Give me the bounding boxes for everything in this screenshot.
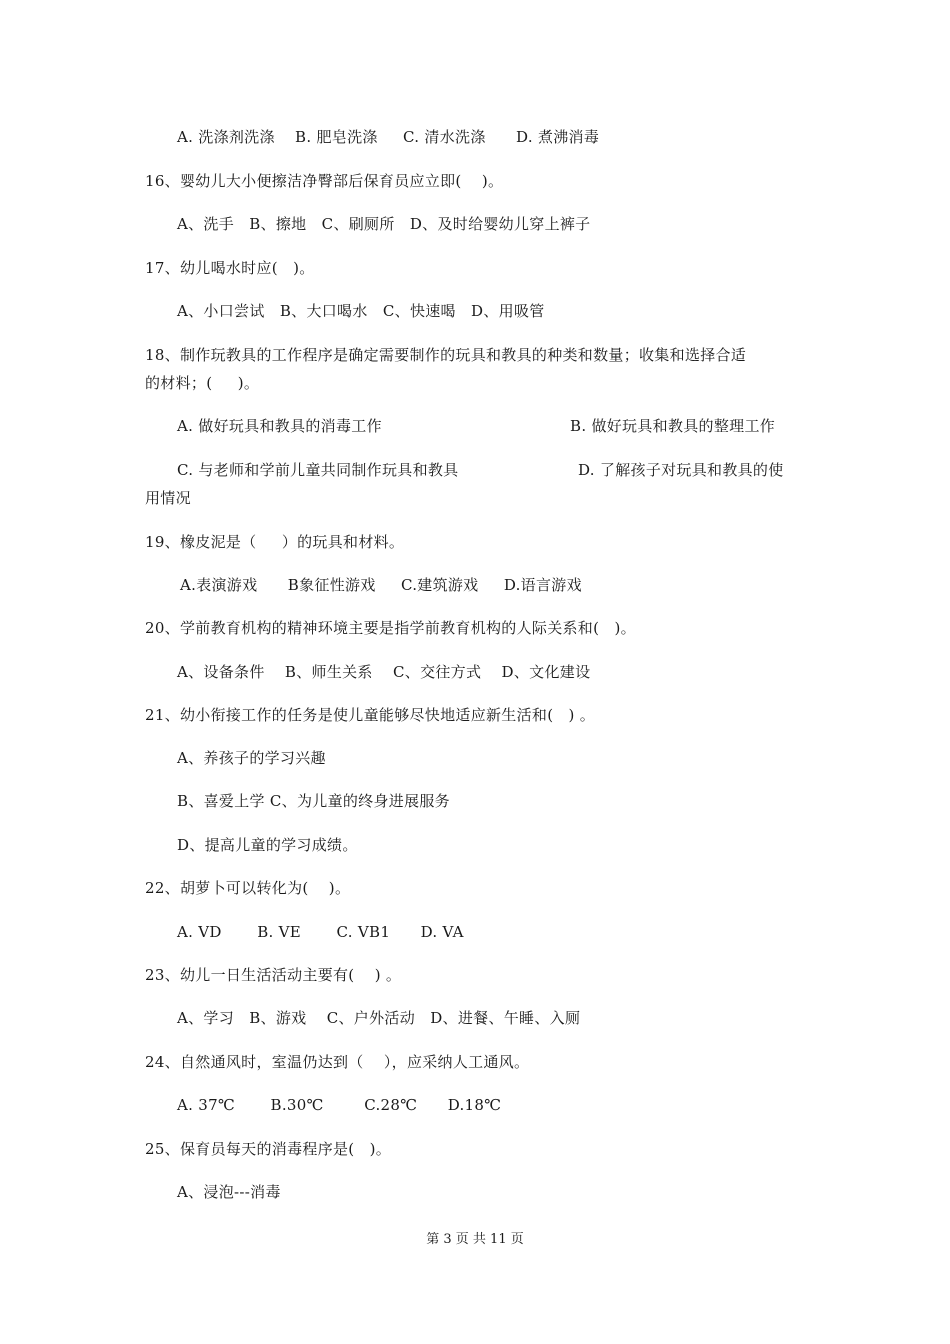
q16-options: A、洗手 B、擦地 C、刷厕所 D、及时给婴幼儿穿上裤子 xyxy=(177,215,591,233)
q18-option-b: B. 做好玩具和教具的整理工作 xyxy=(570,417,776,435)
q18-option-d: D. 了解孩子对玩具和教具的使 xyxy=(578,461,784,479)
q23-options: A、学习 B、游戏 C、户外活动 D、进餐、午睡、入厕 xyxy=(177,1009,581,1027)
q19-options: A.表演游戏 B象征性游戏 C.建筑游戏 D.语言游戏 xyxy=(180,576,582,594)
q15-options: A. 洗涤剂洗涤 B. 肥皂洗涤 C. 清水洗涤 D. 煮沸消毒 xyxy=(177,128,600,146)
q18-option-c: C. 与老师和学前儿童共同制作玩具和教具 xyxy=(177,461,459,479)
q25-option-a: A、浸泡---消毒 xyxy=(177,1183,281,1201)
q22-options: A. VD B. VE C. VB1 D. VA xyxy=(177,923,464,941)
question-21: 21、幼小衔接工作的任务是使儿童能够尽快地适应新生活和( ) 。 xyxy=(145,706,596,724)
question-22: 22、胡萝卜可以转化为( )。 xyxy=(145,879,351,897)
q20-options: A、设备条件 B、师生关系 C、交往方式 D、文化建设 xyxy=(177,663,591,681)
q18-option-d-continued: 用情况 xyxy=(145,489,191,507)
q21-option-b-c: B、喜爱上学 C、为儿童的终身进展服务 xyxy=(177,792,450,810)
page-footer: 第 3 页 共 11 页 xyxy=(426,1232,524,1247)
q24-options: A. 37℃ B.30℃ C.28℃ D.18℃ xyxy=(177,1096,502,1114)
question-23: 23、幼儿一日生活活动主要有( ) 。 xyxy=(145,966,402,984)
question-17: 17、幼儿喝水时应( )。 xyxy=(145,259,315,277)
question-25: 25、保育员每天的消毒程序是( )。 xyxy=(145,1140,392,1158)
q21-option-d: D、提高儿童的学习成绩。 xyxy=(177,836,358,854)
question-24: 24、自然通风时，室温仍达到（ ），应采纳人工通风。 xyxy=(145,1053,530,1071)
question-20: 20、学前教育机构的精神环境主要是指学前教育机构的人际关系和( )。 xyxy=(145,619,636,637)
question-19: 19、橡皮泥是（ ）的玩具和材料。 xyxy=(145,533,405,551)
question-16: 16、婴幼儿大小便擦洁净臀部后保育员应立即( )。 xyxy=(145,172,504,190)
q17-options: A、小口尝试 B、大口喝水 C、快速喝 D、用吸管 xyxy=(177,302,545,320)
q18-option-a: A. 做好玩具和教具的消毒工作 xyxy=(177,417,382,435)
q21-option-a: A、养孩子的学习兴趣 xyxy=(177,749,326,767)
question-18-line-1: 18、制作玩教具的工作程序是确定需要制作的玩具和教具的种类和数量；收集和选择合适 xyxy=(145,346,747,364)
question-18-line-2: 的材料；( )。 xyxy=(145,374,260,392)
